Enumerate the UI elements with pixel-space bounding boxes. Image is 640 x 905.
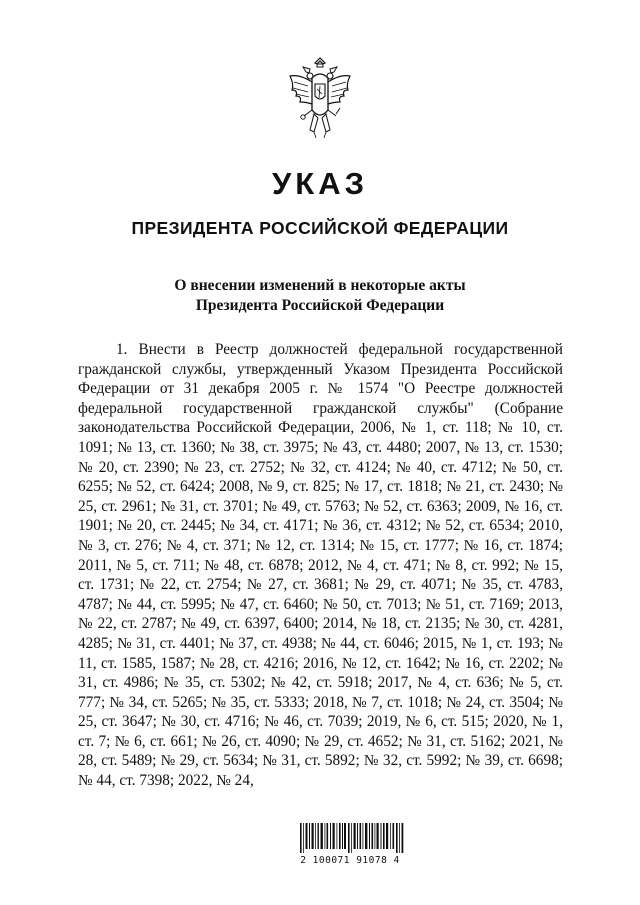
coat-of-arms-emblem xyxy=(284,54,356,142)
barcode-icon xyxy=(298,823,408,853)
heading-line-2: Президента Российской Федерации xyxy=(195,297,445,314)
heading-line-1: О внесении изменений в некоторые акты xyxy=(174,277,466,294)
document-body xyxy=(78,340,563,810)
document-heading xyxy=(0,276,640,316)
document-title: УКАЗ xyxy=(271,166,368,201)
barcode-number: 2 100071 91078 4 xyxy=(300,855,400,866)
paragraph-1: 1. Внести в Реестр должностей федеральной государственной гражданской службы, утвержденный Указом Президента Российской Федерации от 31 декабря 2005 г. № 1574 "О Реестре должностей федеральной государственной гражданской службы" (Собрание законодательства Российской Федерации, 2006, № 1, ст. 118; № 10, ст. 1091; № 13, ст. 1360; № 38, ст. 3975; № 43, ст. 4480; 2007, № 13, ст. 1530; № 20, ст. 2390; № 23, ст. 2752; № 32, ст. 4124; № 40, ст. 4712; № 50, ст. 6255; № 52, ст. 6424; 2008, № 9, ст. 825; № 17, ст. 1818; № 21, ст. 2430; № 25, ст. 2961; № 31, ст. 3701; № 49, ст. 5763; № 52, ст. 6363; 2009, № 16, ст. 1901; № 20, ст. 2445; № 34, ст. 4171; № 36, ст. 4312; № 52, ст. 6534; 2010, № 3, ст. 276; № 4, ст. 371; № 12, ст. 1314; № 15, ст. 1777; № 16, ст. 1874; 2011, № 5, ст. 711; № 48, ст. 6878; 2012, № 4, ст. 471; № 8, ст. 992; № 15, ст. 1731; № 22, ст. 2754; № 27, ст. 3681; № 29, ст. 4071; № 35, ст. 4783, 4787; № 44, ст. 5995; № 47, ст. 6460; № 50, ст. 7013; № 51, ст. 7169; 2013, № 22, ст. 2787; № 49, ст. 6397, 6400; 2014, № 18, ст. 2135; № 30, ст. 4281, 4285; № 31, ст. 4401; № 37, ст. 4938; № 44, ст. 6046; 2015, № 1, ст. 193; № 11, ст. 1585, 1587; № 28, ст. 4216; 2016, № 12, ст. 1642; № 16, ст. 2202; № 31, ст. 4986; № 35, ст. 5302; № 42, ст. 5918; 2017, № 4, ст. 636; № 5, ст. 777; № 34, ст. 5265; № 35, ст. 5333; 2018, № 7, ст. 1018; № 24, ст. 3504; № 25, ст. 3647; № 30, ст. 4716; № 46, ст. 7039; 2019, № 6, ст. 515; 2020, № 1, ст. 7; № 6, ст. 661; № 26, ст. 4090; № 29, ст. 4652; № 31, ст. 5162; 2021, № 28, ст. 5489; № 29, ст. 5634; № 31, ст. 5892; № 32, ст. 5992; № 39, ст. 6698; № 44, ст. 7398; 2022, № 24, xyxy=(78,341,563,790)
document-subtitle: ПРЕЗИДЕНТА РОССИЙСКОЙ ФЕДЕРАЦИИ xyxy=(131,218,509,238)
